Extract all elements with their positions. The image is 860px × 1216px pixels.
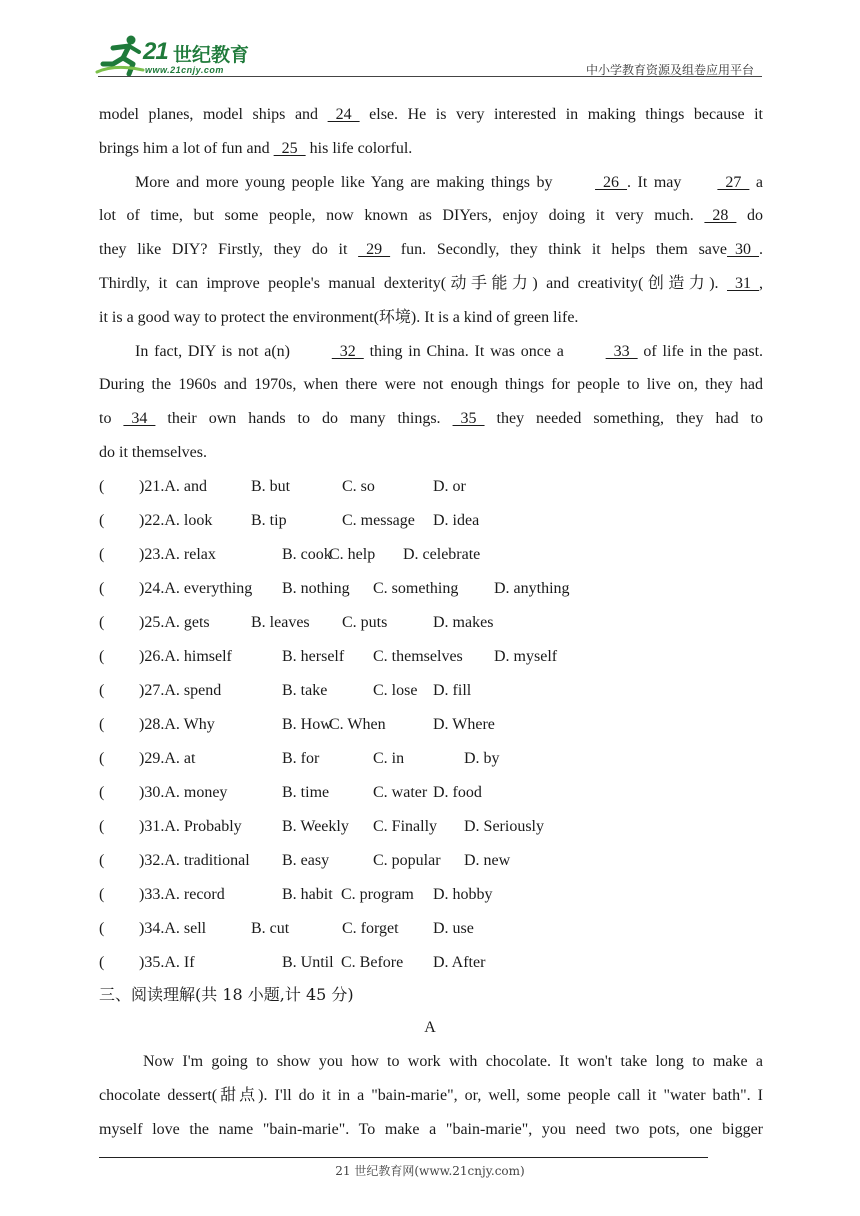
question-option-a: )32.A. traditional — [139, 852, 250, 869]
blank-28: 28 — [704, 207, 737, 225]
answer-paren-open: ( — [99, 580, 105, 597]
text-run: thing in China. It was once a — [363, 342, 570, 360]
question-option-d: D. After — [433, 954, 486, 971]
passage-line — [99, 199, 763, 233]
text-run: brings him a lot of fun and — [99, 139, 274, 157]
question-item — [99, 708, 799, 742]
text-run: they like DIY? Firstly, they do it — [99, 241, 359, 259]
question-option-b: B. but — [251, 478, 291, 495]
question-option-c: C. forget — [342, 920, 399, 937]
passage-label: A — [424, 1019, 436, 1036]
question-option-a: )26.A. himself — [139, 648, 232, 665]
question-option-b: B. habit — [282, 886, 333, 903]
question-option-a: )25.A. gets — [139, 614, 210, 631]
text-run: their own hands to do many things. — [155, 410, 453, 428]
question-option-b: B. take — [282, 682, 328, 699]
question-item — [99, 878, 799, 912]
text-run: do — [736, 207, 764, 225]
question-option-a: )33.A. record — [139, 886, 225, 903]
answer-paren-open: ( — [99, 682, 105, 699]
question-option-d: D. by — [464, 750, 500, 767]
question-option-d: D. celebrate — [403, 546, 481, 563]
question-option-c: C. message — [342, 512, 415, 529]
question-option-b: B. How — [282, 716, 332, 733]
question-item — [99, 776, 799, 810]
passage-line: chocolate dessert(甜点). I'll do it in a "bain-marie", or, well, some people call it "water bath". I — [99, 1086, 763, 1104]
runner-logo-icon — [95, 34, 147, 78]
platform-tagline: 中小学教育资源及组卷应用平台 — [585, 63, 754, 77]
cloze-passage — [99, 98, 763, 470]
logo-number: 21 — [143, 38, 168, 65]
answer-paren-open: ( — [99, 546, 105, 563]
blank-30: 30 — [727, 241, 760, 259]
answer-paren-open: ( — [99, 852, 105, 869]
question-option-d: D. hobby — [433, 886, 493, 903]
section-title: 三、阅读理解(共 18 小题,计 45 分) — [99, 985, 354, 1004]
question-option-c: C. Before — [341, 954, 404, 971]
blank-27: 27 — [717, 173, 750, 191]
question-option-d: D. food — [433, 784, 482, 801]
passage-line — [99, 166, 763, 200]
text-run: a — [749, 173, 764, 191]
question-option-d: D. Seriously — [464, 818, 544, 835]
blank-26: 26 — [595, 173, 628, 191]
question-item — [99, 946, 799, 980]
blank-25: 25 — [273, 139, 306, 157]
question-option-d: D. new — [464, 852, 511, 869]
answer-paren-open: ( — [99, 648, 105, 665]
logo-url: www.21cnjy.com — [145, 65, 224, 75]
reading-passage-a — [99, 1045, 763, 1146]
question-option-a: )35.A. If — [139, 954, 195, 971]
answer-paren-open: ( — [99, 512, 105, 529]
question-option-c: C. so — [342, 478, 375, 495]
question-item — [99, 572, 799, 606]
question-option-d: D. makes — [433, 614, 494, 631]
blank-31: 31 — [727, 274, 759, 292]
question-option-b: B. easy — [282, 852, 330, 869]
question-option-a: )27.A. spend — [139, 682, 222, 699]
question-option-a: )22.A. look — [139, 512, 213, 529]
logo-title: 世纪教育 — [173, 44, 250, 66]
passage-line — [99, 267, 763, 301]
text-run: to — [99, 410, 124, 428]
text-run: . — [759, 241, 764, 259]
blank-24: 24 — [327, 106, 360, 123]
question-option-a: )34.A. sell — [139, 920, 207, 937]
blank-35: 35 — [452, 410, 485, 428]
text-run: model planes, model ships and — [99, 106, 328, 123]
question-option-b: B. nothing — [282, 580, 350, 597]
answer-paren-open: ( — [99, 818, 105, 835]
question-option-b: B. herself — [282, 648, 345, 665]
question-option-a: )24.A. everything — [139, 580, 253, 597]
question-option-c: C. themselves — [373, 648, 463, 665]
question-option-d: D. anything — [494, 580, 570, 597]
text-run: . It may — [627, 173, 682, 191]
question-option-a: )29.A. at — [139, 750, 196, 767]
answer-paren-open: ( — [99, 886, 105, 903]
question-item — [99, 606, 799, 640]
question-option-c: C. program — [341, 886, 414, 903]
question-option-a: )28.A. Why — [139, 716, 215, 733]
answer-paren-open: ( — [99, 478, 105, 495]
header-divider — [98, 76, 762, 77]
question-item — [99, 810, 799, 844]
text-run: of life in the past. — [637, 342, 764, 360]
question-option-a: )23.A. relax — [139, 546, 216, 563]
text-run: lot of time, but some people, now known as DIYers, enjoy doing it very much. — [99, 207, 705, 225]
question-item — [99, 470, 799, 504]
passage-line — [99, 233, 763, 267]
text-run: More and more young people like Yang are making things by — [135, 173, 560, 191]
question-option-b: B. cook — [282, 546, 332, 563]
text-run: In fact, DIY is not a(n) — [135, 342, 296, 360]
question-item — [99, 504, 799, 538]
question-option-c: C. help — [329, 546, 376, 563]
blank-34: 34 — [123, 410, 156, 428]
question-option-b: B. leaves — [251, 614, 310, 631]
passage-line — [99, 402, 763, 436]
blank-29: 29 — [358, 241, 391, 259]
answer-paren-open: ( — [99, 750, 105, 767]
question-option-c: C. lose — [373, 682, 418, 699]
site-logo — [95, 34, 260, 78]
question-item — [99, 844, 799, 878]
question-option-b: B. time — [282, 784, 330, 801]
question-option-b: B. tip — [251, 512, 287, 529]
passage-line — [99, 335, 763, 369]
text-run: fun. Secondly, they think it helps them save — [390, 241, 728, 259]
question-option-c: C. in — [373, 750, 405, 767]
question-option-c: C. something — [373, 580, 459, 597]
passage-line: Now I'm going to show you how to work with chocolate. It won't take long to make a — [143, 1053, 763, 1070]
passage-line — [99, 98, 763, 132]
question-option-d: D. myself — [494, 648, 558, 665]
text-run: else. He is very interested in making things because it — [359, 106, 764, 123]
blank-32: 32 — [331, 342, 364, 360]
page-header — [0, 0, 860, 80]
question-option-a: )30.A. money — [139, 784, 228, 801]
question-item — [99, 538, 799, 572]
question-option-c: C. When — [329, 716, 386, 733]
passage-line: do it themselves. — [99, 443, 207, 461]
answer-paren-open: ( — [99, 716, 105, 733]
question-item — [99, 742, 799, 776]
question-option-b: B. cut — [251, 920, 290, 937]
answer-paren-open: ( — [99, 954, 105, 971]
question-option-d: D. use — [433, 920, 474, 937]
question-item — [99, 912, 799, 946]
question-option-b: B. Until — [282, 954, 334, 971]
question-option-c: C. water — [373, 784, 428, 801]
question-option-a: )21.A. and — [139, 478, 207, 495]
question-option-d: D. Where — [433, 716, 495, 733]
question-option-a: )31.A. Probably — [139, 818, 242, 835]
question-option-c: C. puts — [342, 614, 388, 631]
passage-line — [99, 132, 763, 166]
passage-line: myself love the name "bain-marie". To make a "bain-marie", you need two pots, one bigger — [99, 1120, 763, 1138]
text-run: his life colorful. — [305, 139, 413, 157]
question-option-c: C. popular — [373, 852, 441, 869]
question-option-d: D. fill — [433, 682, 472, 699]
text-run: , — [759, 274, 763, 292]
question-item — [99, 674, 799, 708]
answer-paren-open: ( — [99, 614, 105, 631]
answer-paren-open: ( — [99, 920, 105, 937]
question-option-d: D. idea — [433, 512, 480, 529]
question-option-b: B. for — [282, 750, 320, 767]
question-option-b: B. Weekly — [282, 818, 349, 835]
question-option-c: C. Finally — [373, 818, 438, 835]
page-footer: 21 世纪教育网(www.21cnjy.com) — [335, 1164, 525, 1178]
passage-line: During the 1960s and 1970s, when there were not enough things for people to live on, they had — [99, 376, 763, 394]
question-option-d: D. or — [433, 478, 466, 495]
footer-divider — [99, 1157, 708, 1158]
text-run: they needed something, they had to — [484, 410, 764, 428]
passage-line: it is a good way to protect the environment(环境). It is a kind of green life. — [99, 308, 579, 326]
blank-33: 33 — [605, 342, 638, 360]
text-run: Thirdly, it can improve people's manual dexterity(动手能力) and creativity(创造力). — [99, 274, 727, 292]
question-item — [99, 640, 799, 674]
answer-paren-open: ( — [99, 784, 105, 801]
